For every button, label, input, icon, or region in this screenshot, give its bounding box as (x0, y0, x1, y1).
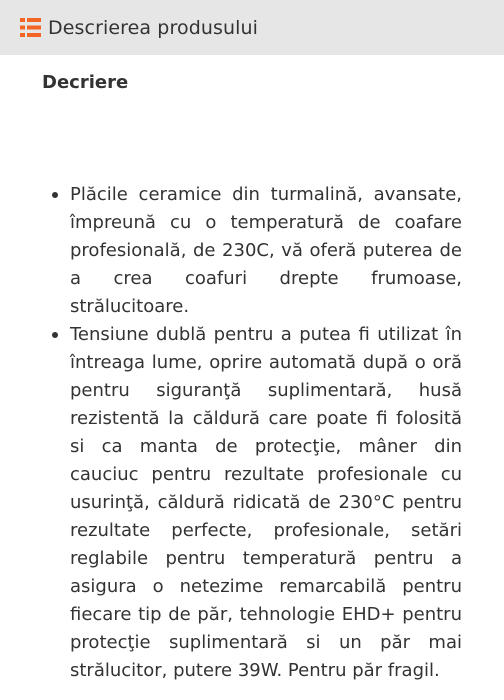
section-title: Decriere (42, 72, 129, 93)
header-title: Descrierea produsului (48, 16, 259, 39)
description-content (0, 55, 504, 700)
list-item (70, 181, 462, 321)
bullet-icon (52, 332, 58, 338)
description-list (42, 181, 462, 685)
list-item-text: Tensiune dublă pentru a putea fi utilizat în întreaga lume, oprire automată după o oră pentru siguranţă suplimentară, husă rezistentă la căldură care poate fi folosită si ca manta de protecţie, mâner din cauciuc pentru rezultate profesionale cu usurinţă, căldură ridicată de 230°C pentru rezultate perfecte, profesionale, setări reglabile pentru temperatură pentru a asigura o netezime remarcabilă pentru fiecare tip de păr, tehnologie EHD+ pentru protecţie suplimentară si un păr mai strălucitor, putere 39W. Pentru păr fragil. (70, 324, 462, 681)
list-item-text: Plăcile ceramice din turmalină, avansate, împreună cu o temperatură de coafare profesională, de 230C, vă oferă puterea de a crea coafuri drepte frumoase, strălucitoare. (70, 184, 462, 317)
section-header[interactable] (0, 0, 504, 55)
bullet-icon (52, 192, 58, 198)
list-item (70, 321, 462, 685)
list-icon (20, 18, 41, 37)
